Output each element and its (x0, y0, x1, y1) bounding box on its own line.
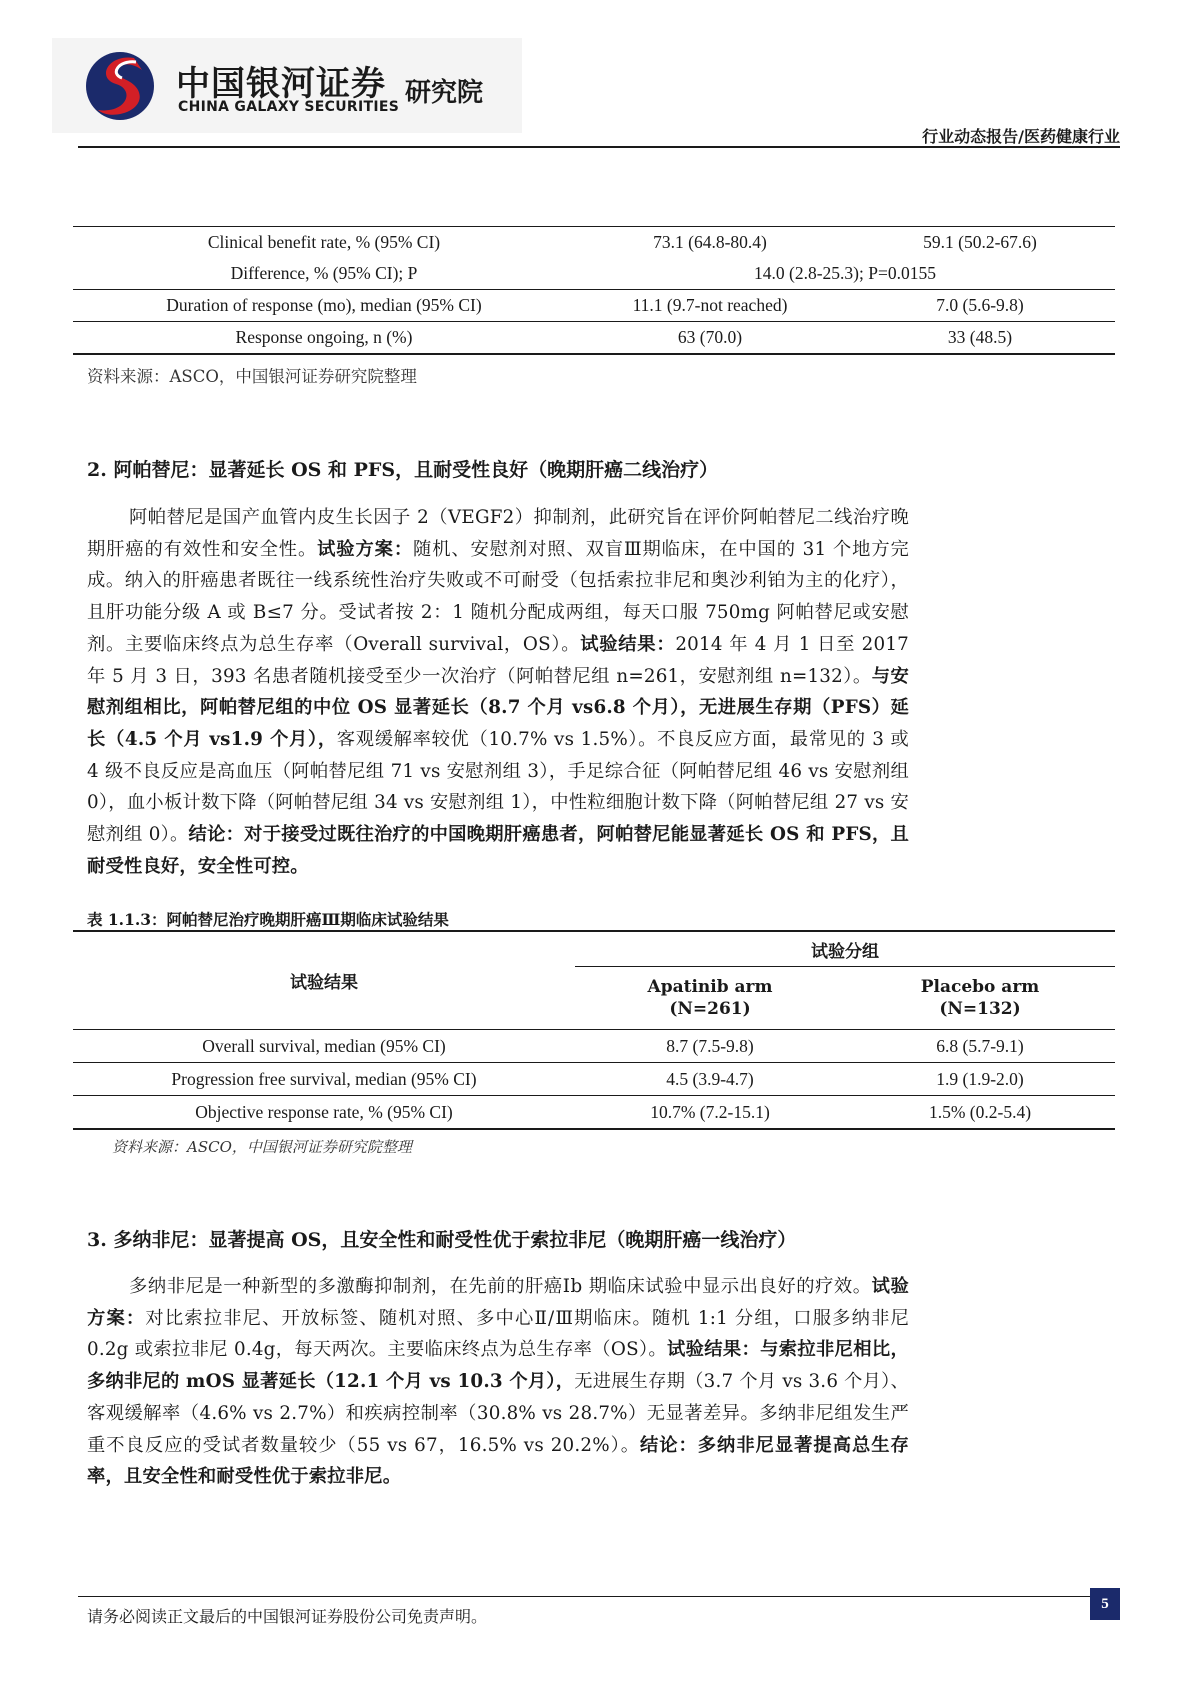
table-cell: 73.1 (64.8-80.4) (653, 232, 767, 252)
china-galaxy-logo-icon (82, 48, 158, 124)
table-row (73, 322, 1115, 355)
table1-source: 资料来源：ASCO，中国银河证券研究院整理 (87, 367, 417, 386)
table-cell: 33 (48.5) (845, 322, 1115, 355)
table-cell: 59.1 (50.2-67.6) (923, 232, 1037, 252)
table-cell: 10.7% (7.2-15.1) (575, 1096, 845, 1130)
table-cell: 6.8 (5.7-9.1) (845, 1030, 1115, 1063)
page-number: 5 (1090, 1588, 1120, 1620)
column-header-apatinib: Apatinib arm (647, 977, 773, 997)
table-cell: Progression free survival, median (95% CI) (73, 1063, 575, 1096)
table-header-row (73, 931, 1115, 967)
table-cell: 1.5% (0.2-5.4) (845, 1096, 1115, 1130)
logo-chinese-name: 中国银河证券 (176, 64, 386, 104)
table-row (73, 1063, 1115, 1096)
table-row (73, 1096, 1115, 1130)
row-header: 试验结果 (290, 973, 358, 993)
table-cell: 14.0 (2.8-25.3); P=0.0155 (754, 263, 936, 283)
apatinib-results-table (73, 930, 1115, 1130)
table2-source: 资料来源：ASCO，中国银河证券研究院整理 (112, 1138, 412, 1156)
table-row (73, 227, 1115, 259)
column-header-apatinib-n: (N=261) (669, 999, 751, 1019)
group-header: 试验分组 (575, 931, 1115, 967)
section3-paragraph: 多纳非尼是一种新型的多激酶抑制剂，在先前的肝癌Ⅰb 期临床试验中显示出良好的疗效。试验方案：对比索拉非尼、开放标签、随机对照、多中心Ⅱ/Ⅲ期临床。随机 1:1 分组，口服多纳非尼 0.2g 或索拉非尼 0.4g，每天两次。主要临床终点为总生存率（OS）。试验结果：与索拉非尼相比，多纳非尼的 mOS 显著延长（12.1 个月 vs 10.3 个月），无进展生存期（3.7 个月 vs 3.6 个月）、客观缓解率（4.6% vs 2.7%）和疾病控制率（30.8% vs 28.7%）无显著差异。多纳非尼组发生严重不良反应的受试者数量较少（55 vs 67，16.5% vs 20.2%）。结论：多纳非尼显著提高总生存率，且安全性和耐受性优于索拉非尼。 (87, 1276, 910, 1488)
column-header-placebo-n: (N=132) (939, 999, 1021, 1019)
table-cell: 1.9 (1.9-2.0) (845, 1063, 1115, 1096)
table-cell: Objective response rate, % (95% CI) (73, 1096, 575, 1130)
table-cell: 11.1 (9.7-not reached) (575, 290, 845, 322)
clinical-benefit-table (73, 226, 1115, 355)
section3-heading: 3. 多纳非尼：显著提高 OS，且安全性和耐受性优于索拉非尼（晚期肝癌一线治疗） (87, 1229, 797, 1251)
table-cell: 7.0 (5.6-9.8) (845, 290, 1115, 322)
table-cell: 63 (70.0) (575, 322, 845, 355)
header-divider (78, 146, 1120, 148)
table-cell: 8.7 (7.5-9.8) (575, 1030, 845, 1063)
table-row (73, 290, 1115, 322)
table-cell: Response ongoing, n (%) (73, 322, 575, 355)
table-cell: 4.5 (3.9-4.7) (575, 1063, 845, 1096)
table-row (73, 1030, 1115, 1063)
table-cell: Clinical benefit rate, % (95% CI) (207, 232, 441, 252)
table2-caption: 表 1.1.3：阿帕替尼治疗晚期肝癌Ⅲ期临床试验结果 (87, 910, 449, 929)
footer-divider (78, 1596, 1120, 1597)
table-cell: Duration of response (mo), median (95% CI) (73, 290, 575, 322)
section2-paragraph: 阿帕替尼是国产血管内皮生长因子 2（VEGF2）抑制剂，此研究旨在评价阿帕替尼二线治疗晚期肝癌的有效性和安全性。试验方案：随机、安慰剂对照、双盲Ⅲ期临床，在中国的 31 个地方完成。纳入的肝癌患者既往一线系统性治疗失败或不可耐受（包括索拉非尼和奥沙利铂为主的化疗），且肝功能分级 A 或 B≤7 分。受试者按 2：1 随机分配成两组，每天口服 750mg 阿帕替尼或安慰剂。主要临床终点为总生存率（Overall survival，OS）。试验结果：2014 年 4 月 1 日至 2017 年 5 月 3 日，393 名患者随机接受至少一次治疗（阿帕替尼组 n=261，安慰剂组 n=132）。与安慰剂组相比，阿帕替尼组的中位 OS 显著延长（8.7 个月 vs6.8 个月），无进展生存期（PFS）延长（4.5 个月 vs1.9 个月），客观缓解率较优（10.7% vs 1.5%）。不良反应方面，最常见的 3 或 4 级不良反应是高血压（阿帕替尼组 71 vs 安慰剂组 3），手足综合征（阿帕替尼组 46 vs 安慰剂组 0），血小板计数下降（阿帕替尼组 34 vs 安慰剂组 1），中性粒细胞计数下降（阿帕替尼组 27 vs 安慰剂组 0）。结论：对于接受过既往治疗的中国晚期肝癌患者，阿帕替尼能显著延长 OS 和 PFS，且耐受性良好，安全性可控。 (87, 507, 909, 877)
section2-heading: 2. 阿帕替尼：显著延长 OS 和 PFS，且耐受性良好（晚期肝癌二线治疗） (87, 459, 719, 481)
logo-english-name: CHINA GALAXY SECURITIES (178, 99, 400, 115)
logo-institute: 研究院 (405, 78, 484, 108)
table-cell: Overall survival, median (95% CI) (73, 1030, 575, 1063)
report-category: 行业动态报告/医药健康行业 (922, 127, 1120, 146)
table-cell: Difference, % (95% CI); P (230, 263, 418, 283)
column-header-placebo: Placebo arm (920, 977, 1040, 997)
footer-disclaimer: 请务必阅读正文最后的中国银河证券股份公司免责声明。 (87, 1607, 488, 1626)
table-row (73, 258, 1115, 290)
